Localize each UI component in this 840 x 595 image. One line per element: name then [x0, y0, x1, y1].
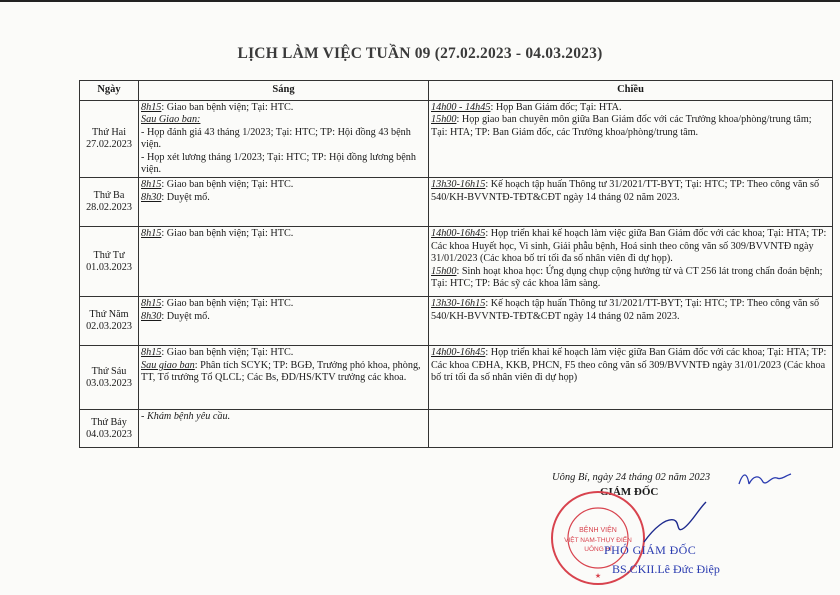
weekday: Thứ Năm	[89, 309, 129, 321]
day-row	[80, 346, 833, 410]
deputy-director-title: PHÓ GIÁM ĐỐC	[604, 543, 697, 557]
schedule-entry	[431, 266, 830, 291]
weekday: Thứ Hai	[91, 126, 127, 138]
date: 02.03.2023	[86, 321, 132, 333]
place-date: Uông Bí, ngày 24 tháng 02 năm 2023	[552, 472, 711, 483]
day-cell	[80, 297, 139, 346]
day-row	[80, 101, 833, 178]
schedule-entry	[431, 114, 830, 139]
morning-cell	[139, 227, 429, 297]
schedule-entry	[431, 347, 830, 384]
time-label: 8h30	[141, 191, 162, 203]
day-row	[80, 410, 833, 448]
entry-text: : Phân tích SCYK; TP: BGĐ, Trưởng phó khoa, phòng, TT, Tổ trưởng Tổ QLCL; Các Bs, ĐD/HS/KTV trưởng các khoa.	[141, 359, 421, 384]
signature	[640, 498, 710, 548]
svg-text:BỆNH VIỆN: BỆNH VIỆN	[579, 527, 617, 534]
date: 03.03.2023	[86, 377, 132, 389]
time-label: 14h00-16h45	[431, 228, 486, 240]
schedule-entry	[431, 298, 830, 323]
schedule-entry	[141, 114, 426, 126]
schedule-entry	[141, 179, 426, 191]
entry-text: - Khám bệnh yêu cầu.	[141, 411, 231, 423]
entry-text: : Giao ban bệnh viện; Tại: HTC.	[161, 347, 294, 359]
afternoon-cell	[429, 227, 833, 297]
top-rule	[0, 0, 840, 2]
entry-text: : Họp giao ban chuyên môn giữa Ban Giám đốc với các Trưởng khoa/phòng/trung tâm; Tại: HTA; TP: Ban Giám đốc, các Trưởng khoa/phòng/trung tâm.	[431, 114, 812, 138]
schedule-entry	[141, 228, 426, 240]
entry-text: : Giao ban bệnh viện; Tại: HTC.	[161, 179, 294, 191]
entry-text: : Kế hoạch tập huấn Thông tư 31/2021/TT-BYT; Tại: HTC; TP: Theo công văn số 540/KH-BVVNTĐ-TĐT&CĐT ngày 14 tháng 02 năm 2023.	[431, 179, 820, 203]
time-label: 8h15	[141, 228, 162, 240]
entry-text: : Sinh hoạt khoa học: Ứng dụng chụp cộng hưởng từ và CT 256 lát trong chẩn đoán bệnh; Tại: HTC; TP: Bác sỹ các khoa lâm sàng.	[431, 265, 823, 290]
director-title: GIÁM ĐỐC	[600, 486, 659, 498]
time-label: Sau Giao ban:	[141, 114, 201, 126]
day-cell	[80, 178, 139, 227]
time-label: 8h15	[141, 298, 162, 310]
time-label: 8h15	[141, 179, 162, 191]
schedule-entry	[141, 102, 426, 114]
header-afternoon: Chiều	[429, 81, 833, 101]
weekday: Thứ Tư	[93, 249, 125, 261]
schedule-entry	[431, 228, 830, 265]
schedule-table	[79, 80, 833, 448]
date: 01.03.2023	[86, 261, 132, 273]
svg-text:UÔNG BÍ: UÔNG BÍ	[584, 546, 612, 553]
afternoon-cell	[429, 297, 833, 346]
signer-name: BS.CKII.Lê Đức Điệp	[612, 562, 720, 576]
entry-text: : Kế hoạch tập huấn Thông tư 31/2021/TT-BYT; Tại: HTC; TP: Theo công văn số 540/KH-BVVNTĐ-TĐT&CĐT ngày 14 tháng 02 năm 2023.	[431, 298, 820, 322]
entry-text: : Họp Ban Giám đốc; Tại: HTA.	[490, 102, 622, 113]
schedule-entry	[141, 298, 426, 310]
entry-text: : Giao ban bệnh viện; Tại: HTC.	[161, 228, 294, 240]
afternoon-cell	[429, 101, 833, 178]
entry-text: : Duyệt mổ.	[161, 310, 210, 322]
afternoon-cell	[429, 178, 833, 227]
entry-text: : Họp triển khai kế hoạch làm việc giữa Ban Giám đốc với các khoa; Tại: HTA; TP: Các khoa CĐHA, KKB, PHCN, F5 theo công văn số 309/BVVNTĐ ngày 31/01/2023 (Các khoa bố trí tối đa số nhân viên đi dự họp)	[431, 347, 827, 384]
schedule-entry	[431, 102, 830, 114]
weekday: Thứ Sáu	[91, 365, 127, 377]
signature-mark	[735, 470, 795, 490]
header-morning: Sáng	[139, 81, 429, 101]
time-label: Sau giao ban	[141, 359, 195, 371]
afternoon-cell	[429, 410, 833, 448]
time-label: 15h00	[431, 114, 457, 126]
day-cell	[80, 410, 139, 448]
schedule-entry	[141, 127, 426, 152]
date: 27.02.2023	[86, 139, 132, 151]
svg-text:★: ★	[594, 573, 602, 580]
svg-text:VIỆT NAM-THỤY ĐIỂN: VIỆT NAM-THỤY ĐIỂN	[564, 537, 632, 544]
date: 28.02.2023	[86, 202, 132, 214]
time-label: 13h30-16h15	[431, 179, 486, 191]
entry-text: : Giao ban bệnh viện; Tại: HTC.	[161, 298, 294, 310]
schedule-entry	[141, 411, 426, 423]
schedule-entry	[141, 192, 426, 204]
date: 04.03.2023	[86, 428, 132, 440]
header-row	[80, 81, 833, 101]
time-label: 13h30-16h15	[431, 298, 486, 310]
entry-text: - Họp xét lương tháng 1/2023; Tại: HTC; TP: Hội đồng lương bệnh viện.	[141, 151, 416, 176]
time-label: 8h30	[141, 310, 162, 322]
morning-cell	[139, 297, 429, 346]
time-label: 8h15	[141, 347, 162, 359]
time-label: 8h15	[141, 102, 162, 113]
day-cell	[80, 227, 139, 297]
schedule-entry	[141, 347, 426, 359]
afternoon-cell	[429, 346, 833, 410]
entry-text: : Duyệt mổ.	[161, 191, 210, 203]
weekday: Thứ Bảy	[91, 416, 127, 428]
morning-cell	[139, 346, 429, 410]
entry-text: : Họp triển khai kế hoạch làm việc giữa Ban Giám đốc với các khoa; Tại: HTA; TP: Các khoa Huyết học, Vi sinh, Giải phẫu bệnh, Hoá sinh theo công văn số 309/BVVNTĐ ngày 31/01/2023 (Các khoa bố trí tối đa số nhân viên đi dự họp).	[431, 228, 827, 265]
day-cell	[80, 101, 139, 178]
time-label: 15h00	[431, 265, 457, 277]
time-label: 14h00-16h45	[431, 347, 486, 359]
day-row	[80, 178, 833, 227]
day-row	[80, 297, 833, 346]
morning-cell	[139, 178, 429, 227]
morning-cell	[139, 410, 429, 448]
entry-text: - Họp đánh giá 43 tháng 1/2023; Tại: HTC; TP: Hội đồng 43 bệnh viện.	[141, 126, 411, 151]
day-cell	[80, 346, 139, 410]
time-label: 14h00 - 14h45	[431, 102, 491, 113]
schedule-entry	[141, 152, 426, 177]
schedule-entry	[431, 179, 830, 204]
schedule-entry	[141, 311, 426, 323]
weekday: Thứ Ba	[93, 190, 125, 202]
morning-cell	[139, 101, 429, 178]
day-row	[80, 227, 833, 297]
header-day: Ngày	[80, 81, 139, 101]
page-title: LỊCH LÀM VIỆC TUẦN 09 (27.02.2023 - 04.03.2023)	[237, 45, 603, 62]
entry-text: : Giao ban bệnh viện; Tại: HTC.	[161, 102, 294, 113]
schedule-entry	[141, 360, 426, 385]
